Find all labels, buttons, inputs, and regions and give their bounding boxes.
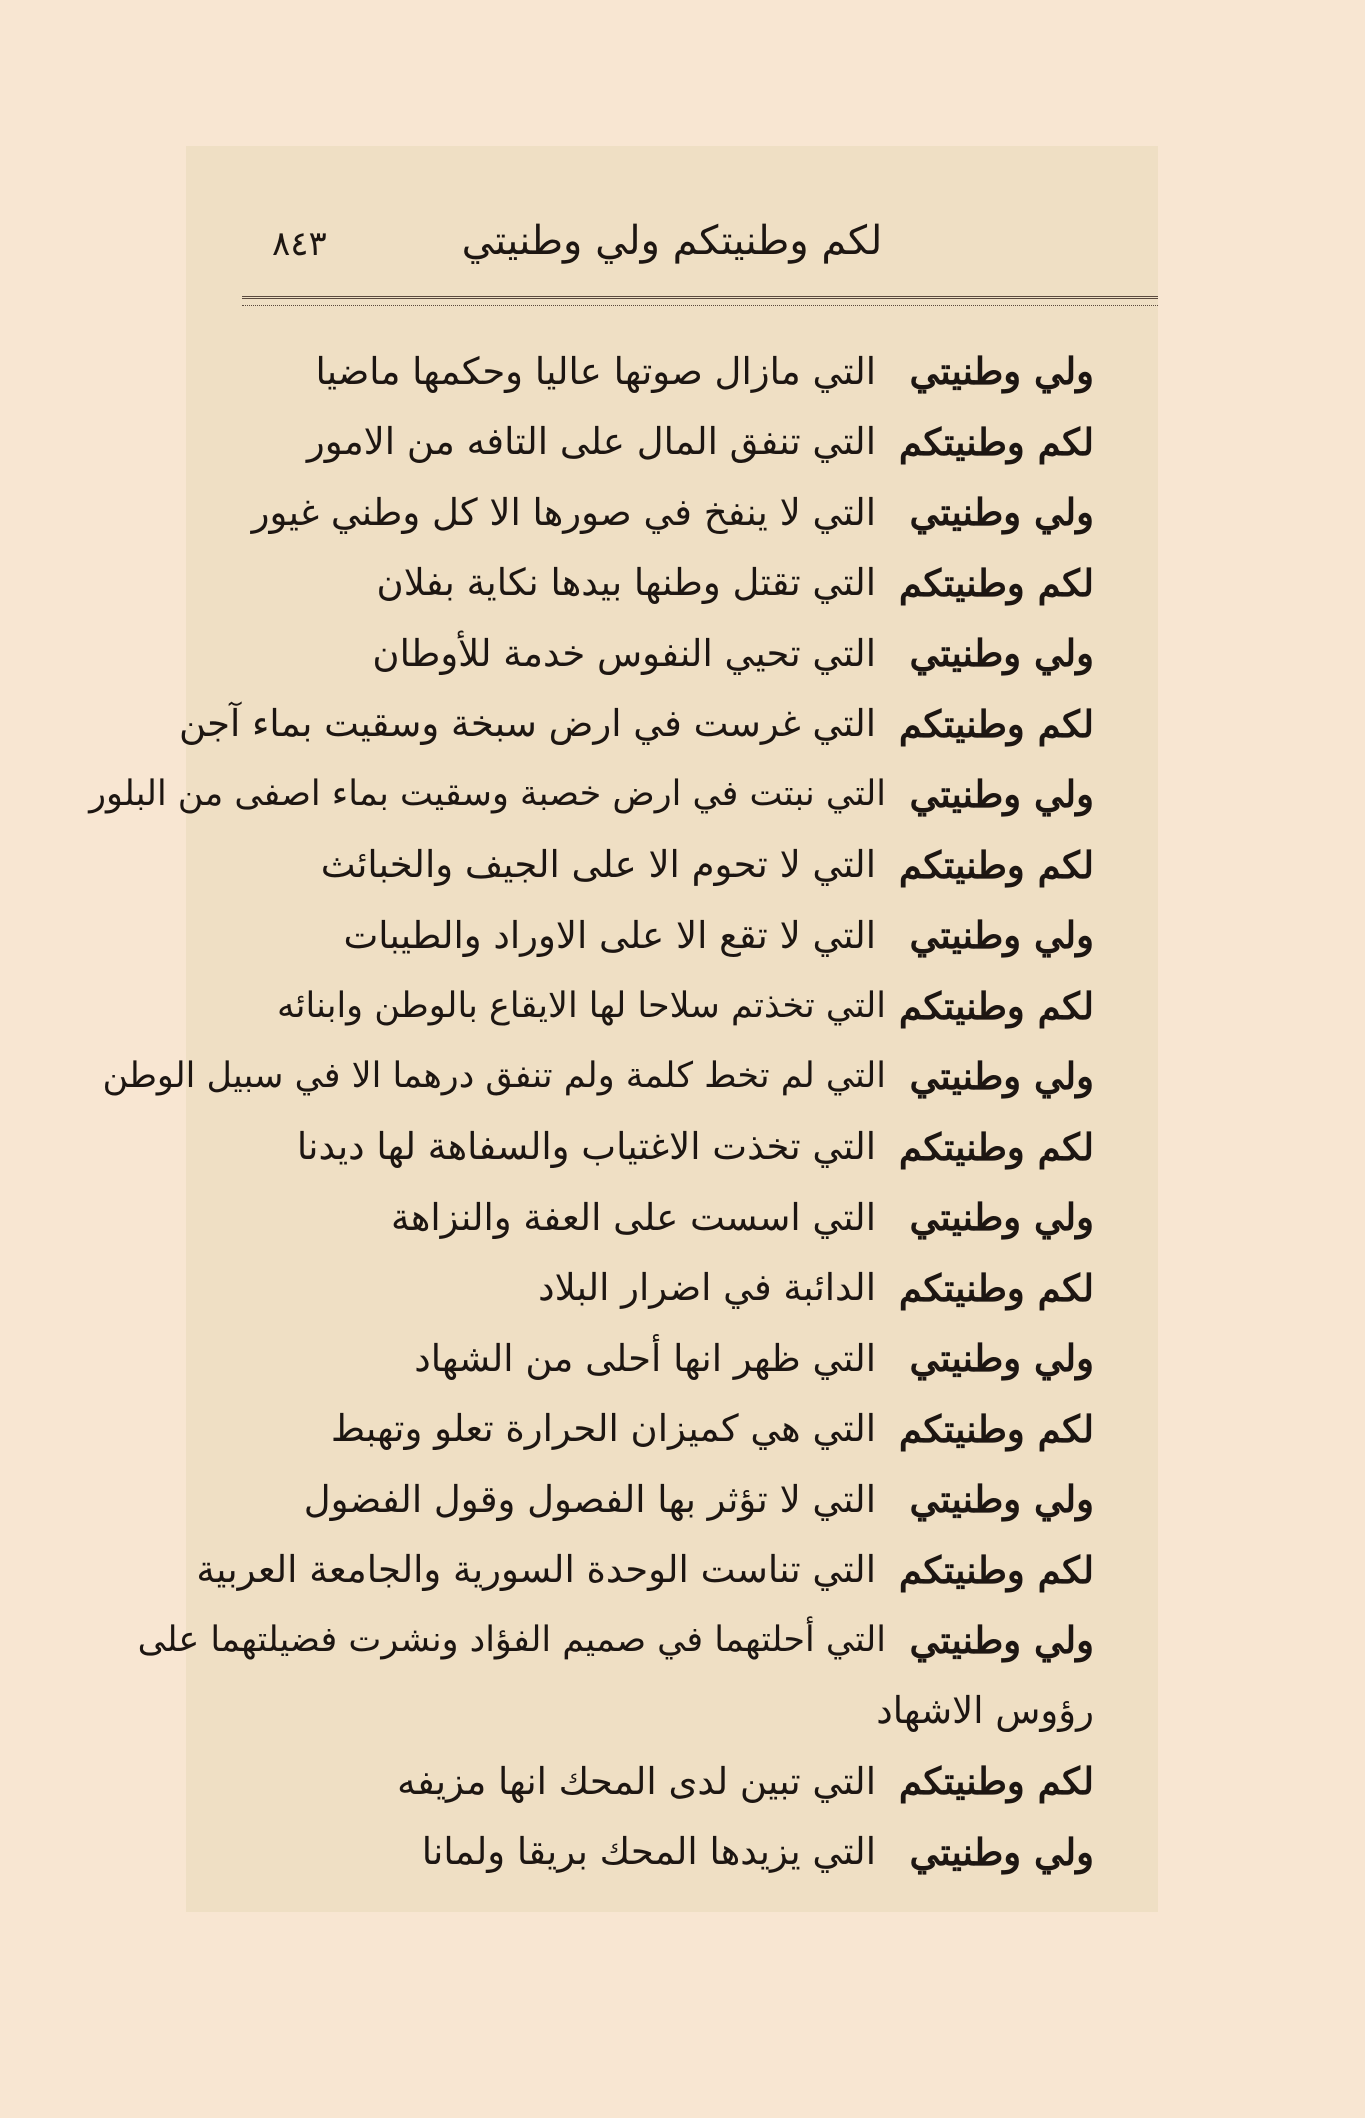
verse-line [216,477,1094,548]
verse-text: التي هي كميزان الحرارة تعلو وتهبط [330,1407,876,1451]
verse-speaker: لكم وطنيتكم [898,983,1094,1028]
header-divider [242,296,1158,306]
verse-text: التي ظهر انها أحلى من الشهاد [414,1336,876,1380]
verse-line [216,1746,1094,1817]
running-title: لكم وطنيتكم ولي وطنيتي [461,218,883,264]
verse-line [216,1464,1094,1535]
verse-line [216,1182,1094,1253]
verse-text: التي لا ينفخ في صورها الا كل وطني غيور [251,490,876,534]
verse-text: التي لا تؤثر بها الفصول وقول الفضول [303,1477,876,1521]
verse-text: التي غرست في ارض سبخة وسقيت بماء آجن [178,702,876,746]
verse-speaker: ولي وطنيتي [909,1195,1094,1240]
page-header [242,218,1158,278]
verse-text: التي تبين لدى المحك انها مزيفه [397,1759,876,1803]
verse-line [216,971,1094,1042]
verse-speaker: ولي وطنيتي [909,1477,1094,1522]
verse-line [216,1253,1094,1324]
verse-text: التي لا تحوم الا على الجيف والخبائث [320,843,876,887]
verse-text: التي تخذت الاغتياب والسفاهة لها ديدنا [296,1125,876,1169]
verse-line [102,1041,1094,1112]
verse-speaker: ولي وطنيتي [909,913,1094,958]
verse-text: التي تحيي النفوس خدمة للأوطان [372,631,876,675]
verse-text: التي نبتت في ارض خصبة وسقيت بماء اصفى من البلور [89,774,886,815]
verse-line [89,759,1094,830]
verse-speaker: لكم وطنيتكم [898,560,1094,605]
verse-speaker: ولي وطنيتي [909,1054,1094,1099]
verse-text: التي تخذتم سلاحا لها الايقاع بالوطن وابنائه [276,985,886,1026]
verse-line [216,1394,1094,1465]
verse-text: التي تنفق المال على التافه من الامور [306,420,876,464]
verse-speaker: ولي وطنيتي [909,772,1094,817]
verse-text: التي تقتل وطنها بيدها نكاية بفلان [376,561,876,605]
verse-speaker: ولي وطنيتي [909,1829,1094,1874]
verse-line [216,548,1094,619]
verse-speaker: لكم وطنيتكم [898,842,1094,887]
verse-line [196,1535,1094,1606]
verse-text: التي لا تقع الا على الاوراد والطيبات [343,913,876,957]
book-page [89,146,1158,1912]
page-number: ٨٤٣ [272,224,327,264]
verse-line [216,830,1094,901]
verse-line [137,1605,1094,1676]
verse-speaker: لكم وطنيتكم [898,1265,1094,1310]
verse-line [216,1323,1094,1394]
verse-line [216,900,1094,971]
verse-text: التي تناست الوحدة السورية والجامعة العربية [196,1548,876,1592]
verse-line [216,407,1094,478]
verse-text: الدائبة في اضرار البلاد [538,1266,876,1310]
verse-speaker: ولي وطنيتي [909,1336,1094,1381]
verse-text: التي أحلتهما في صميم الفؤاد ونشرت فضيلتهما على [137,1620,886,1661]
verse-text: التي يزيدها المحك بريقا ولمانا [421,1830,876,1874]
verse-line [178,689,1094,760]
verse-text: التي مازال صوتها عاليا وحكمها ماضيا [315,349,876,393]
verse-speaker: ولي وطنيتي [909,631,1094,676]
verse-continuation: رؤوس الاشهاد [876,1689,1094,1733]
verse-speaker: لكم وطنيتكم [898,1124,1094,1169]
verse-line [216,336,1094,407]
verse-text: التي اسست على العفة والنزاهة [391,1195,876,1239]
verse-line [216,1817,1094,1888]
verse-speaker: ولي وطنيتي [909,490,1094,535]
verse-speaker: ولي وطنيتي [909,349,1094,394]
verse-list [89,336,1094,1887]
verse-speaker: لكم وطنيتكم [898,1406,1094,1451]
verse-speaker: ولي وطنيتي [909,1618,1094,1663]
verse-speaker: لكم وطنيتكم [898,1759,1094,1804]
verse-speaker: لكم وطنيتكم [898,701,1094,746]
verse-text: التي لم تخط كلمة ولم تنفق درهما الا في سبيل الوطن [102,1056,886,1097]
verse-line [216,618,1094,689]
verse-line [216,1112,1094,1183]
verse-speaker: لكم وطنيتكم [898,1547,1094,1592]
verse-speaker: لكم وطنيتكم [898,419,1094,464]
